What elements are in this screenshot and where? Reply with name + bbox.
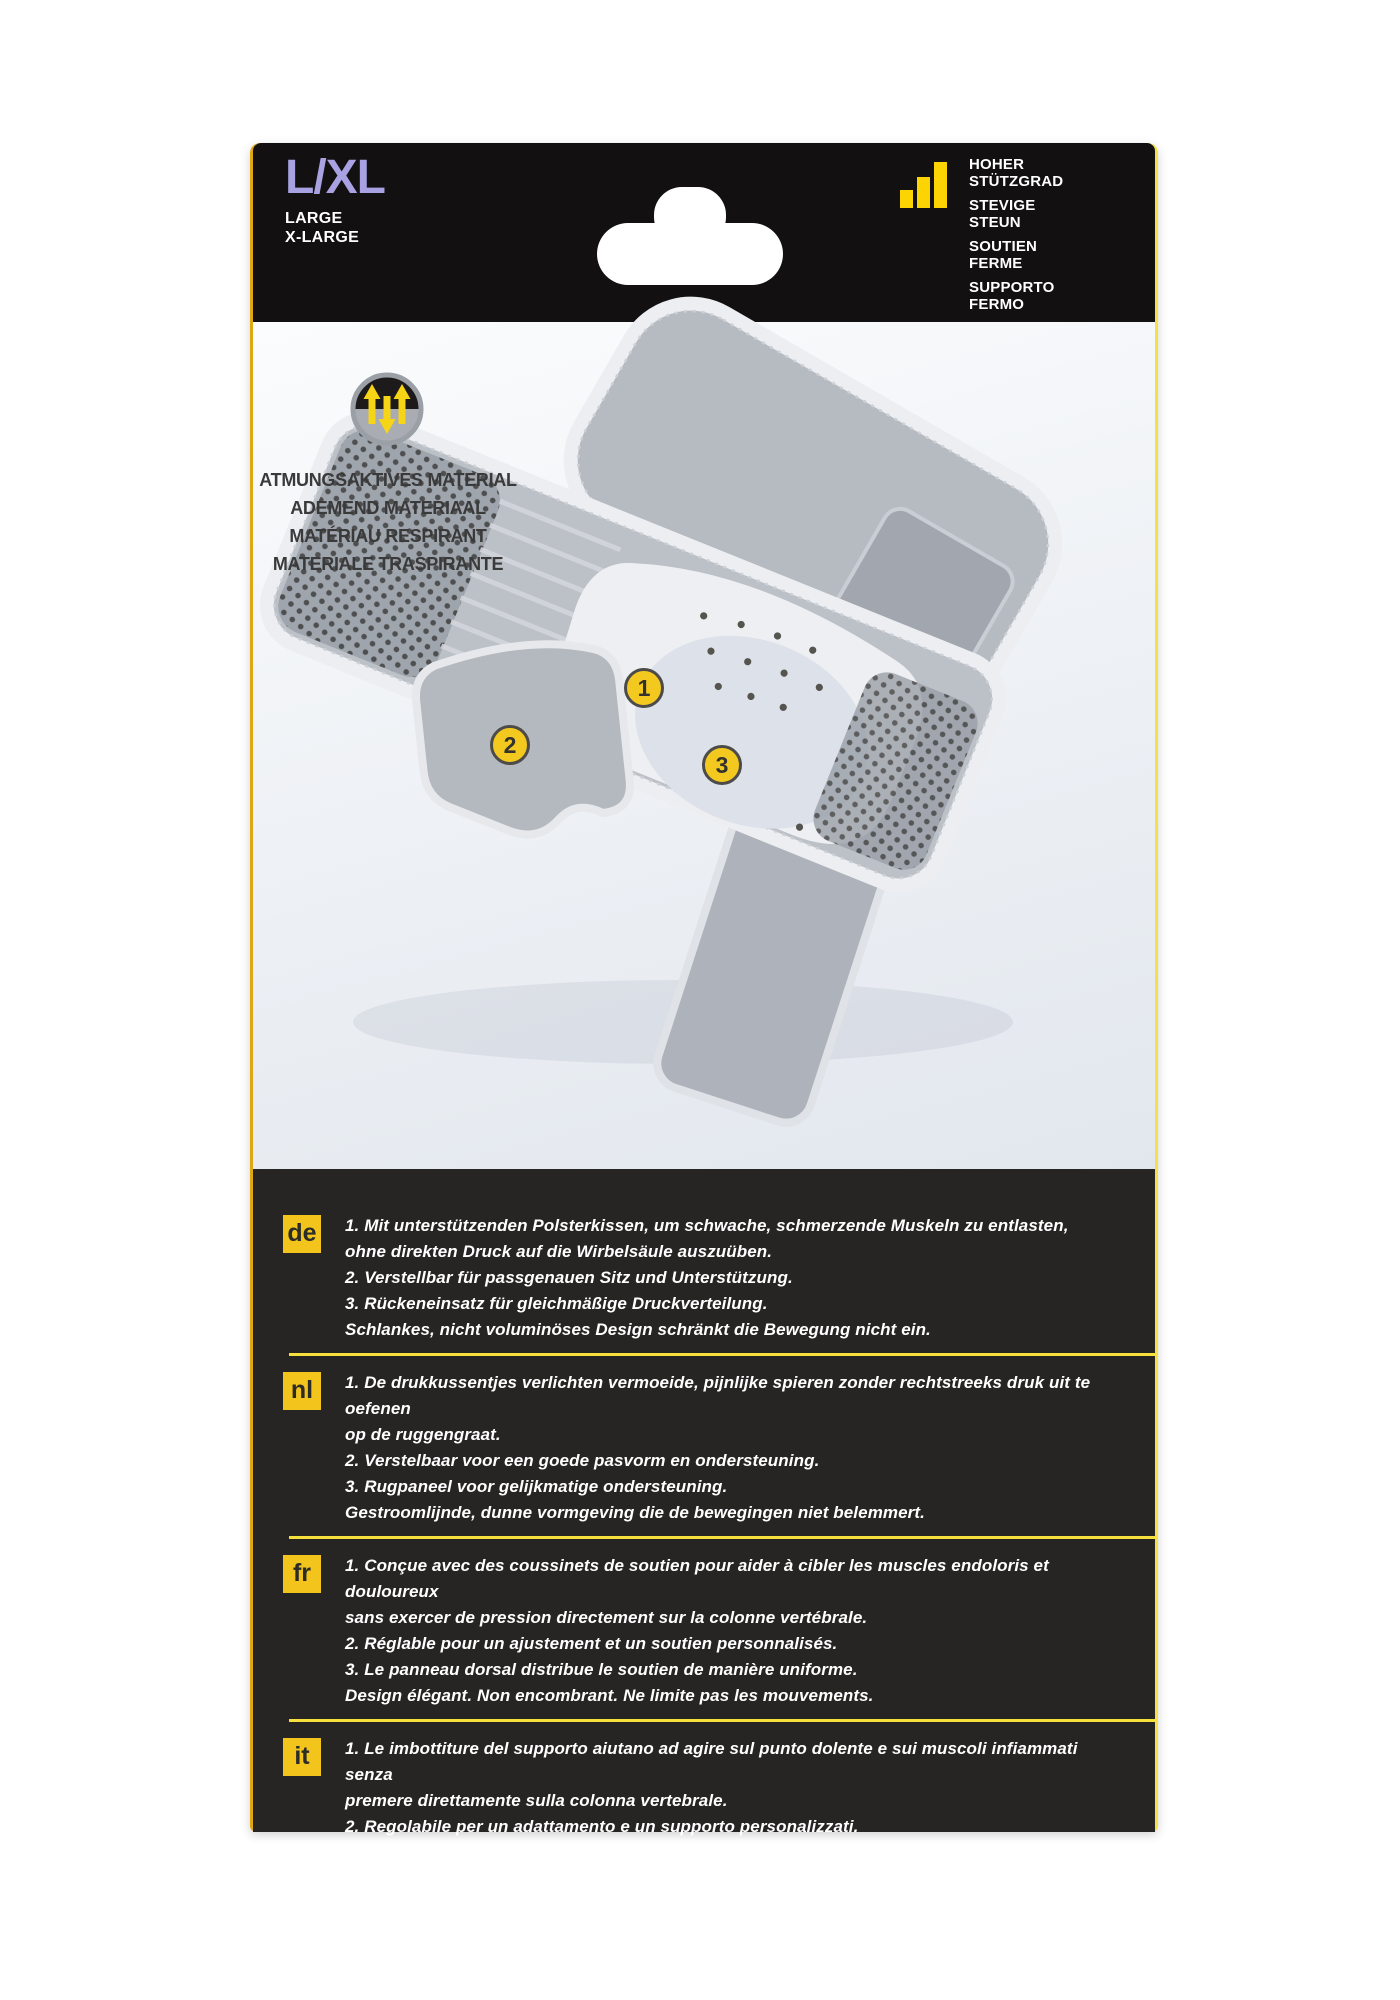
de-line-4: 3. Rückeneinsatz für gleichmäßige Druckverteilung.	[345, 1294, 768, 1313]
separator-line	[289, 1353, 1155, 1356]
nl-line-1: 1. De drukkussentjes verlichten vermoeide, pijnlijke spieren zonder rechtstreeks druk uit te oefenen	[345, 1373, 1091, 1418]
lang-badge-fr: fr	[283, 1555, 321, 1593]
support-fr-line2: FERME	[969, 254, 1023, 272]
lang-badge-it: it	[283, 1738, 321, 1776]
breathable-label-fr: MATÉRIAU RESPIRANT	[289, 526, 487, 546]
size-sub-lines	[285, 209, 385, 247]
bar-medium	[917, 177, 930, 208]
bar-tall	[934, 162, 947, 208]
support-it-line2: FERMO	[969, 295, 1025, 313]
lang-block-it	[283, 1736, 1119, 1892]
support-level-block	[900, 157, 1063, 321]
breathable-material-arrows-icon	[350, 372, 424, 446]
breathable-label-nl: ADEMEND MATERIAAL	[290, 498, 486, 518]
header-bar	[253, 143, 1155, 322]
size-code: L/XL	[285, 151, 385, 204]
lang-text-de	[345, 1213, 1069, 1343]
callout-3-badge: 3	[702, 745, 742, 785]
nl-line-2: op de ruggengraat.	[345, 1425, 501, 1444]
support-nl-line2: STEUN	[969, 213, 1021, 231]
it-line-2: premere direttamente sulla colonna vertebrale.	[345, 1791, 728, 1810]
lang-block-de	[283, 1213, 1119, 1343]
support-level-bars-icon	[900, 162, 947, 208]
separator-line	[289, 1719, 1155, 1722]
support-de-line1: HOHER	[969, 156, 1025, 173]
support-nl-line1: STEVIGE	[969, 197, 1036, 214]
callout-1-badge: 1	[624, 668, 664, 708]
lang-badge-nl: nl	[283, 1372, 321, 1410]
de-line-3: 2. Verstellbar für passgenauen Sitz und Unterstützung.	[345, 1268, 793, 1287]
support-label-de	[969, 157, 1063, 190]
support-fr-line1: SOUTIEN	[969, 238, 1038, 255]
size-line-xlarge: X-LARGE	[285, 229, 360, 246]
support-it-line1: SUPPORTO	[969, 279, 1055, 296]
euro-hang-slot-notch	[654, 187, 726, 245]
support-label-fr	[969, 239, 1063, 272]
de-line-5: Schlankes, nicht voluminöses Design schränkt die Bewegung nicht ein.	[345, 1320, 931, 1339]
lang-text-nl	[345, 1370, 1119, 1526]
fr-line-4: 3. Le panneau dorsal distribue le soutien de manière uniforme.	[345, 1660, 858, 1679]
it-line-3: 2. Regolabile per un adattamento e un supporto personalizzati.	[345, 1817, 859, 1836]
size-block	[285, 153, 385, 247]
fr-line-5: Design élégant. Non encombrant. Ne limite pas les mouvements.	[345, 1686, 874, 1705]
breathable-label-de: ATMUNGSAKTIVES MATERIAL	[259, 470, 517, 490]
it-line-4: 3. Il pannello posteriore distribuisce il supporto in modo regolare.	[345, 1843, 883, 1862]
product-photo-area	[253, 322, 1155, 1169]
fr-line-3: 2. Réglable pour un ajustement et un soutien personnalisés.	[345, 1634, 838, 1653]
de-line-1: 1. Mit unterstützenden Polsterkissen, um schwache, schmerzende Muskeln zu entlasten,	[345, 1216, 1069, 1235]
it-line-5: Il design discreto e non ingombrante non limita i movimenti.	[345, 1869, 838, 1888]
support-label-nl	[969, 198, 1063, 231]
lang-block-nl	[283, 1370, 1119, 1526]
support-de-line2: STÜTZGRAD	[969, 172, 1064, 190]
nl-line-3: 2. Verstelbaar voor een goede pasvorm en ondersteuning.	[345, 1451, 820, 1470]
separator-line	[289, 1536, 1155, 1539]
de-line-2: ohne direkten Druck auf die Wirbelsäule auszuüben.	[345, 1242, 773, 1261]
product-photo	[253, 322, 1155, 1169]
breathable-material-labels	[253, 466, 523, 578]
lang-badge-de: de	[283, 1215, 321, 1253]
size-line-large: LARGE	[285, 210, 343, 227]
bar-small	[900, 190, 913, 208]
support-level-labels	[969, 157, 1063, 321]
lang-text-fr	[345, 1553, 1119, 1709]
lang-block-fr	[283, 1553, 1119, 1709]
nl-line-4: 3. Rugpaneel voor gelijkmatige ondersteuning.	[345, 1477, 728, 1496]
lang-text-it	[345, 1736, 1119, 1892]
fr-line-1: 1. Conçue avec des coussinets de soutien pour aider à cibler les muscles endoloris et douloureux	[345, 1556, 1049, 1601]
language-info-area	[253, 1169, 1155, 1888]
callout-2-badge: 2	[490, 725, 530, 765]
packaging-back-panel	[250, 143, 1158, 1888]
nl-line-5: Gestroomlijnde, dunne vormgeving die de bewegingen niet belemmert.	[345, 1503, 925, 1522]
it-line-1: 1. Le imbottiture del supporto aiutano ad agire sul punto dolente e sui muscoli infiammati senza	[345, 1739, 1078, 1784]
support-label-it	[969, 280, 1063, 313]
fr-line-2: sans exercer de pression directement sur la colonne vertébrale.	[345, 1608, 868, 1627]
breathable-label-it: MATERIALE TRASPIRANTE	[272, 554, 504, 574]
